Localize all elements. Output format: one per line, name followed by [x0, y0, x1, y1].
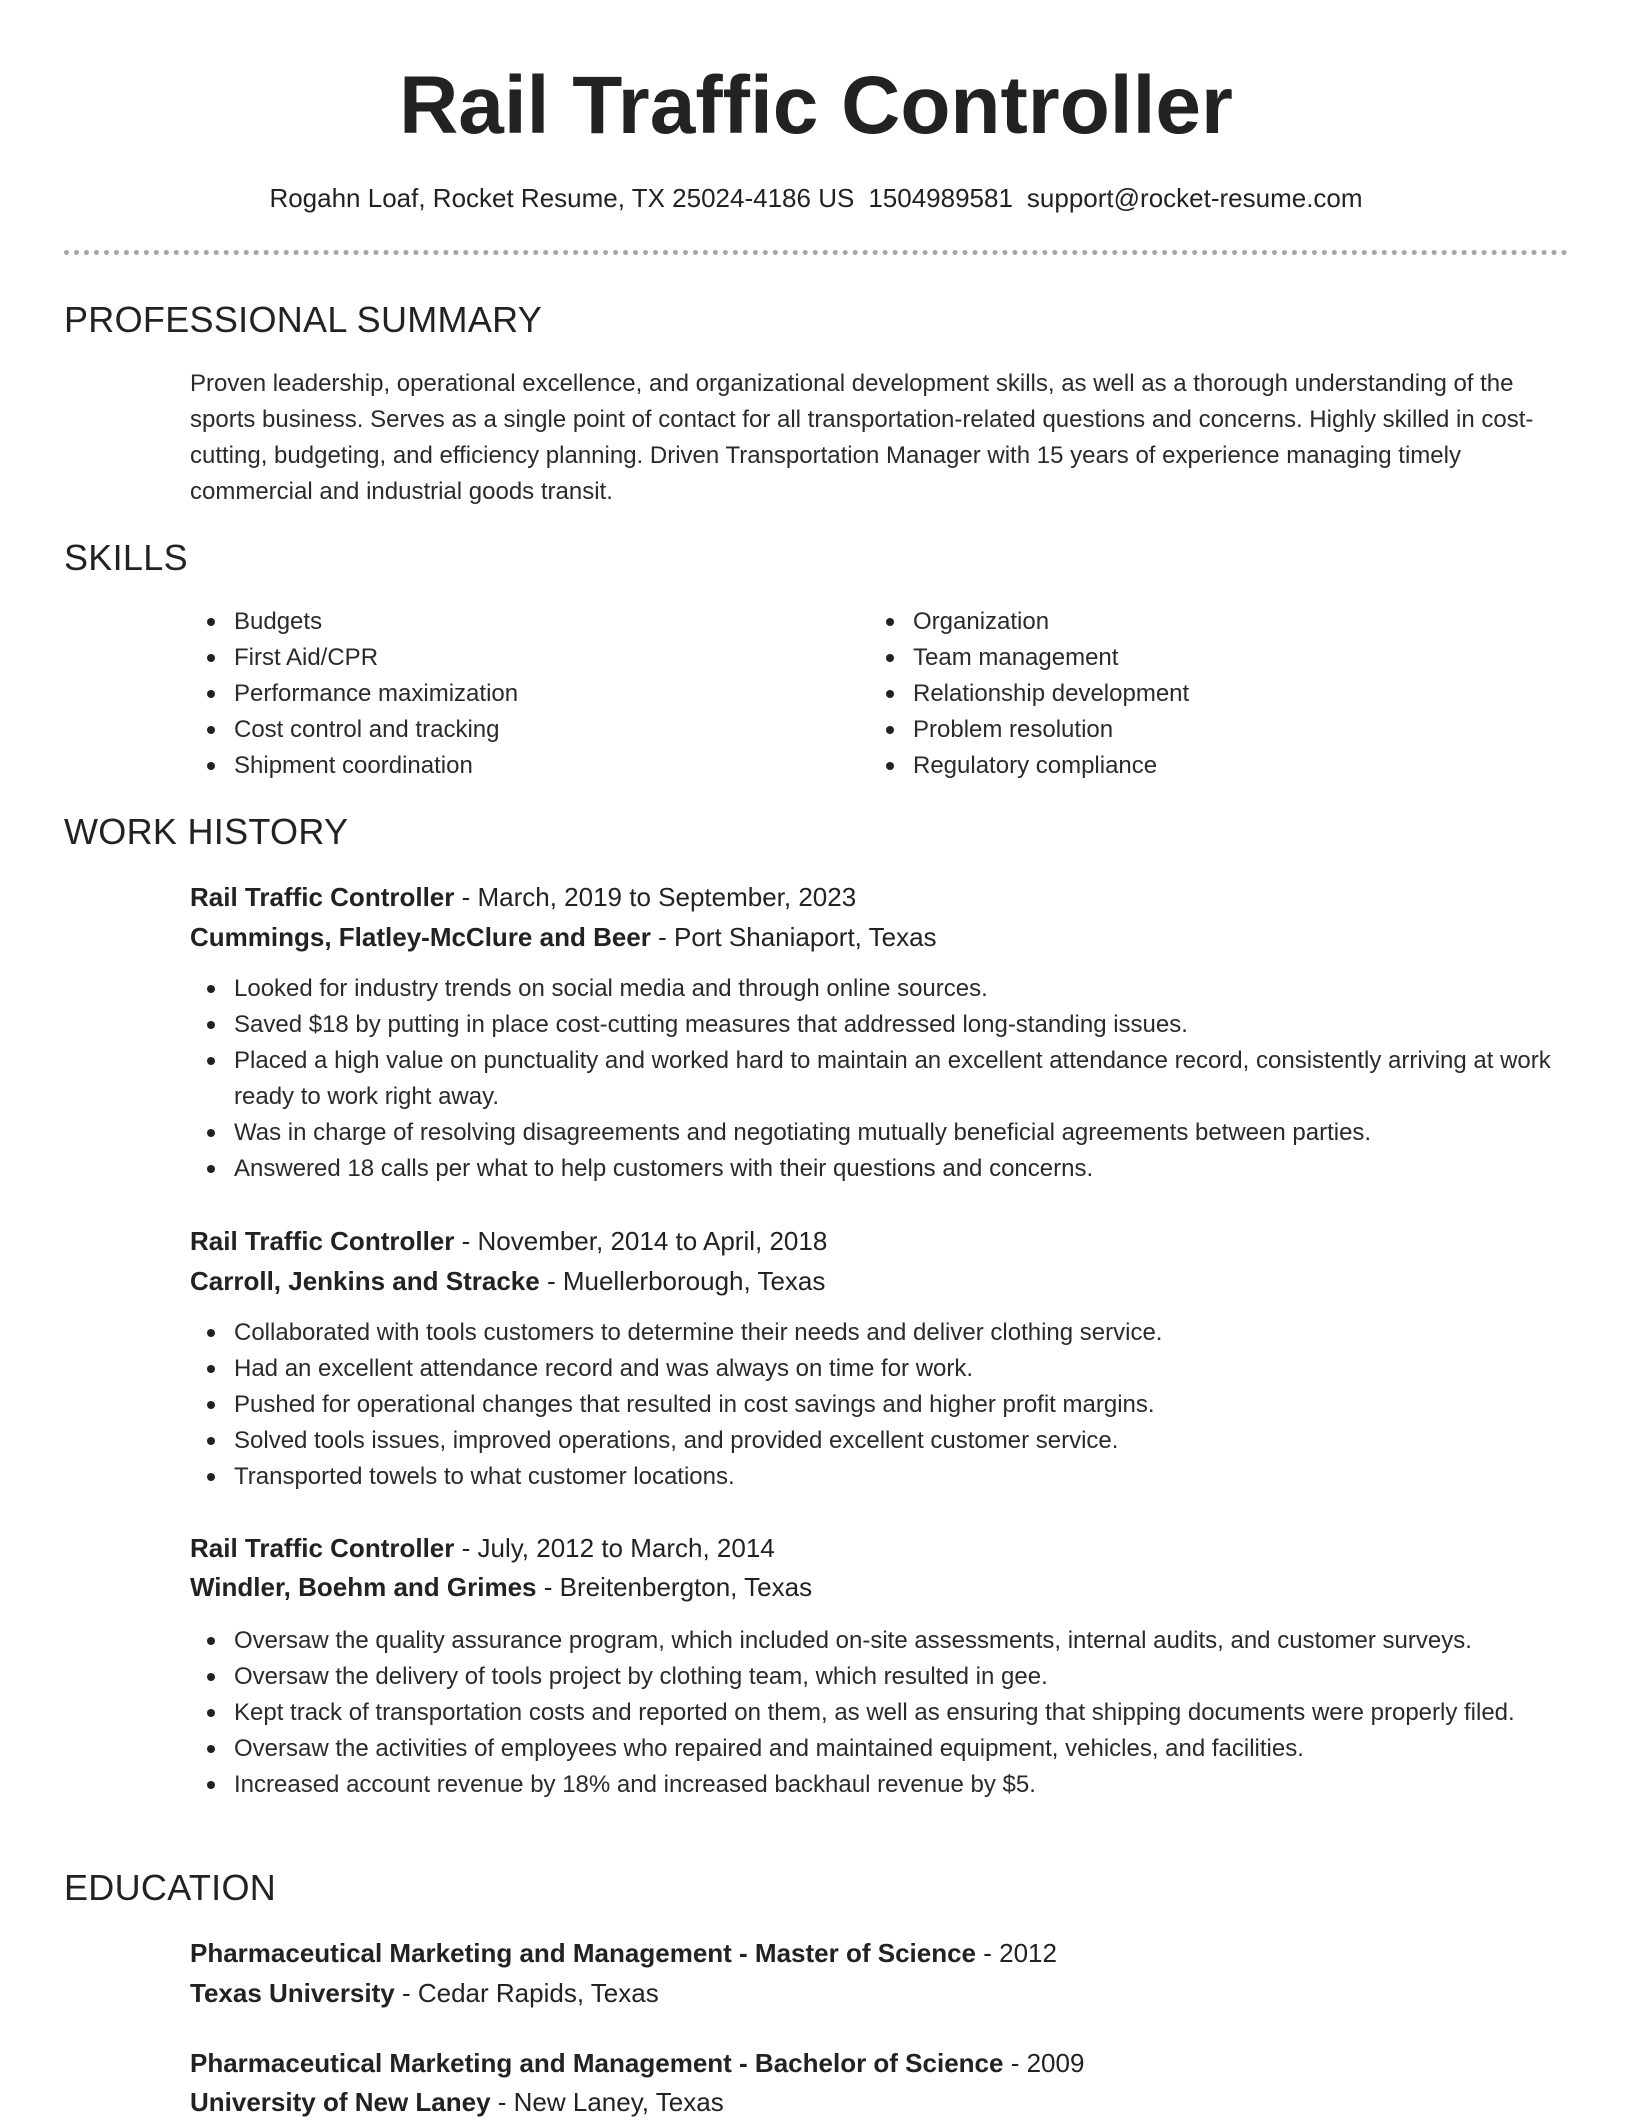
skills-heading: SKILLS	[64, 537, 188, 578]
contact-email: support@rocket-resume.com	[1026, 183, 1363, 213]
education-degree: Pharmaceutical Marketing and Management - Master of Science	[190, 1938, 977, 1968]
job-duty-item: Looked for industry trends on social media and through online sources.	[190, 971, 1570, 1007]
job-company-line	[190, 1261, 1570, 1301]
job-dates: - July, 2012 to March, 2014	[454, 1533, 775, 1563]
job-duty-item: Oversaw the quality assurance program, which included on-site assessments, internal audits, and customer surveys.	[190, 1623, 1570, 1659]
contact-line	[0, 180, 1632, 216]
skill-item: Organization	[869, 604, 1509, 640]
education-degree-line	[190, 1933, 1570, 1973]
job-duty-item: Kept track of transportation costs and reported on them, as well as ensuring that shipping documents were properly filed.	[190, 1695, 1570, 1731]
work-history-heading: WORK HISTORY	[64, 811, 349, 852]
contact-address: Rogahn Loaf, Rocket Resume, TX 25024-4186 US	[269, 183, 855, 213]
education-heading: EDUCATION	[64, 1867, 277, 1908]
job-location: - Muellerborough, Texas	[539, 1266, 826, 1296]
job-dates: - March, 2019 to September, 2023	[454, 882, 857, 912]
education-school: Texas University	[190, 1978, 395, 2008]
job-role: Rail Traffic Controller	[190, 1226, 455, 1256]
job-duty-item: Oversaw the delivery of tools project by clothing team, which resulted in gee.	[190, 1659, 1570, 1695]
job-duty-item: Collaborated with tools customers to determine their needs and deliver clothing service.	[190, 1315, 1570, 1351]
skill-item: Relationship development	[869, 676, 1509, 712]
skill-item: Performance maximization	[190, 676, 830, 712]
job-company: Windler, Boehm and Grimes	[190, 1572, 537, 1602]
job-location: - Port Shaniaport, Texas	[650, 922, 937, 952]
education-year: - 2012	[976, 1938, 1057, 1968]
job-duties	[190, 1315, 1570, 1495]
summary-text: Proven leadership, operational excellence, and organizational development skills, as well as a thorough understanding of the sports business. Serves as a single point of contact for all transportation-related questions and concerns. Highly skilled in cost-cutting, budgeting, and efficiency planning. Driven Transportation Manager with 15 years of experience managing timely commercial and industrial goods transit.	[190, 370, 1534, 505]
education-degree-line	[190, 2043, 1570, 2083]
job-duty-item: Placed a high value on punctuality and worked hard to maintain an excellent attendance record, consistently arriving at work ready to work right away.	[190, 1043, 1570, 1115]
skill-item: Regulatory compliance	[869, 748, 1509, 784]
contact-phone: 1504989581	[868, 183, 1013, 213]
job-duties	[190, 1623, 1570, 1803]
job-title-line	[190, 1221, 1570, 1261]
education-location: - Cedar Rapids, Texas	[394, 1978, 659, 2008]
job-role: Rail Traffic Controller	[190, 1533, 455, 1563]
job-duties	[190, 971, 1570, 1187]
skill-item: Cost control and tracking	[190, 712, 830, 748]
education-school-line	[190, 1973, 1570, 2013]
job-title-line	[190, 877, 1570, 917]
job-company-line	[190, 1567, 1570, 1607]
resume-name: Rail Traffic Controller	[399, 60, 1233, 151]
job-duty-item: Was in charge of resolving disagreements and negotiating mutually beneficial agreements between parties.	[190, 1115, 1570, 1151]
job-duty-item: Increased account revenue by 18% and increased backhaul revenue by $5.	[190, 1767, 1570, 1803]
education-year: - 2009	[1003, 2048, 1085, 2078]
skills-column-right	[869, 604, 1509, 784]
job-duty-item: Answered 18 calls per what to help customers with their questions and concerns.	[190, 1151, 1570, 1187]
job-dates: - November, 2014 to April, 2018	[454, 1226, 828, 1256]
skills-column-left	[190, 604, 830, 784]
job-location: - Breitenbergton, Texas	[536, 1572, 813, 1602]
skill-item: Budgets	[190, 604, 830, 640]
job-duty-item: Transported towels to what customer locations.	[190, 1459, 1570, 1495]
skill-item: Problem resolution	[869, 712, 1509, 748]
skill-item: Shipment coordination	[190, 748, 830, 784]
job-company-line	[190, 917, 1570, 957]
summary-heading: PROFESSIONAL SUMMARY	[64, 299, 543, 340]
job-title-line	[190, 1528, 1570, 1568]
job-company: Carroll, Jenkins and Stracke	[190, 1266, 540, 1296]
job-duty-item: Saved $18 by putting in place cost-cutting measures that addressed long-standing issues.	[190, 1007, 1570, 1043]
education-school-line	[190, 2082, 1570, 2122]
education-school: University of New Laney	[190, 2087, 491, 2117]
header-divider	[64, 250, 1568, 255]
job-duty-item: Pushed for operational changes that resulted in cost savings and higher profit margins.	[190, 1387, 1570, 1423]
job-duty-item: Oversaw the activities of employees who repaired and maintained equipment, vehicles, and facilities.	[190, 1731, 1570, 1767]
job-duty-item: Solved tools issues, improved operations, and provided excellent customer service.	[190, 1423, 1570, 1459]
job-role: Rail Traffic Controller	[190, 882, 455, 912]
education-degree: Pharmaceutical Marketing and Management - Bachelor of Science	[190, 2048, 1004, 2078]
skill-item: Team management	[869, 640, 1509, 676]
job-duty-item: Had an excellent attendance record and was always on time for work.	[190, 1351, 1570, 1387]
skill-item: First Aid/CPR	[190, 640, 830, 676]
education-location: - New Laney, Texas	[490, 2087, 724, 2117]
job-company: Cummings, Flatley-McClure and Beer	[190, 922, 651, 952]
